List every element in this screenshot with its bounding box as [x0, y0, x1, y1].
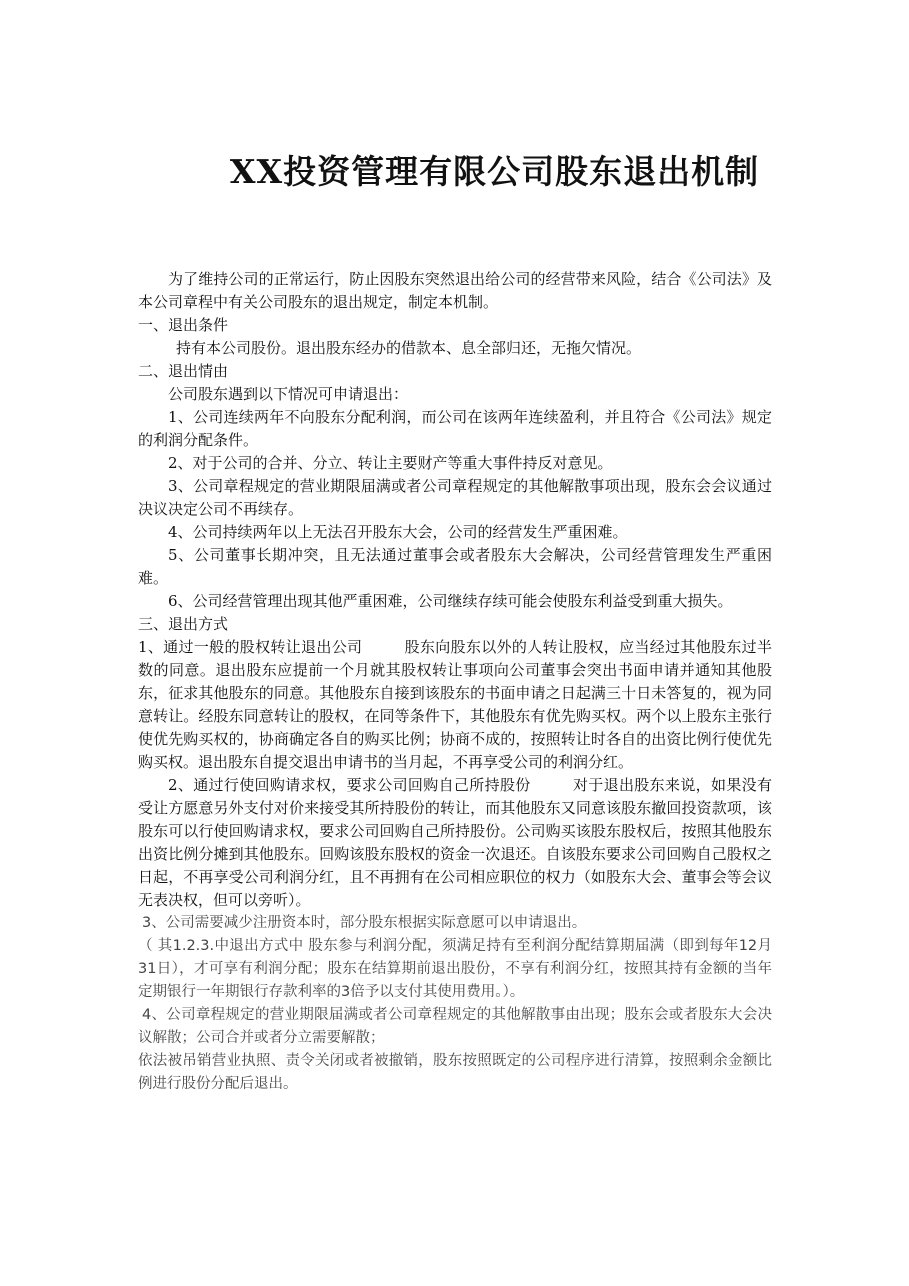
page-title: XX投资管理有限公司股东退出机制	[229, 152, 760, 191]
exit-reason-item: 6、公司经营管理出现其他严重困难，公司继续存续可能会使股东利益受到重大损失。	[168, 592, 733, 610]
exit-reason-item: 3、公司章程规定的营业期限届满或者公司章程规定的其他解散事项出现，股东会会议通过决议决定公司不再续存。	[138, 477, 772, 518]
section-heading-exit-methods: 三、退出方式	[138, 615, 229, 633]
exit-method-1-label: 1、通过一般的股权转让退出公司	[138, 638, 363, 656]
document-body	[138, 268, 772, 1096]
exit-reason-item: 4、公司持续两年以上无法召开股东大会，公司的经营发生严重困难。	[168, 523, 628, 541]
exit-method-1	[138, 636, 772, 774]
exit-conditions-text: 持有本公司股份。退出股东经办的借款本、息全部归还，无拖欠情况。	[176, 339, 642, 357]
exit-reason-item: 5、公司董事长期冲突，且无法通过董事会或者股东大会解决，公司经营管理发生严重困难。	[138, 546, 772, 587]
exit-method-4: 4、公司章程规定的营业期限届满或者公司章程规定的其他解散事由出现；股东会或者股东大会决议解散；公司合并或者分立需要解散；	[138, 1007, 772, 1046]
exit-method-3: 3、公司需要减少注册资本时，部分股东根据实际意愿可以申请退出。	[142, 915, 587, 931]
exit-reason-item: 1、公司连续两年不向股东分配利润，而公司在该两年连续盈利，并且符合《公司法》规定的利润分配条件。	[138, 408, 772, 449]
intro-paragraph: 为了维持公司的正常运行，防止因股东突然退出给公司的经营带来风险，结合《公司法》及本公司章程中有关公司股东的退出规定，制定本机制。	[138, 270, 772, 311]
exit-method-2	[138, 774, 772, 912]
section-heading-exit-conditions: 一、退出条件	[138, 316, 229, 334]
exit-method-5: 依法被吊销营业执照、责令关闭或者被撤销，股东按照既定的公司程序进行清算，按照剩余金额比例进行股份分配后退出。	[138, 1053, 772, 1092]
exit-method-2-label: 2、通过行使回购请求权，要求公司回购自己所持股份	[168, 776, 531, 794]
exit-reasons-lead: 公司股东遇到以下情况可申请退出：	[168, 385, 409, 403]
section-heading-exit-reasons: 二、退出情由	[138, 362, 229, 380]
exit-method-1-text: 股东向股东以外的人转让股权，应当经过其他股东过半数的同意。退出股东应提前一个月就其股权转让事项向公司董事会突出书面申请并通知其他股东，征求其他股东的同意。其他股东自接到该股东的书面申请之日起满三十日未答复的，视为同意转让。经股东同意转让的股权，在同等条件下，其他股东有优先购买权。两个以上股东主张行使优先购买权的，协商确定各自的购买比例；协商不成的，按照转让时各自的出资比例行使优先购买权。退出股东自提交退出申请书的当月起，不再享受公司的利润分红。	[138, 638, 773, 771]
exit-reason-item: 2、对于公司的合并、分立、转让主要财产等重大事件持反对意见。	[168, 454, 613, 472]
profit-distribution-note: （ 其1.2.3.中退出方式中 股东参与利润分配，须满足持有至利润分配结算期届满（即到每年12月31日），才可享有利润分配；股东在结算期前退出股份，不享有利润分红，按照其持有金额的当年定期银行一年期银行存款利率的3倍予以支付其使用费用。）。	[138, 938, 772, 1000]
exit-method-2-text: 对于退出股东来说，如果没有受让方愿意另外支付对价来接受其所持股份的转让，而其他股东又同意该股东撤回投资款项，该股东可以行使回购请求权，要求公司回购自己所持股份。公司购买该股东股权后，按照其他股东出资比例分摊到其他股东。回购该股东股权的资金一次退还。自该股东要求公司回购自己股权之日起，不再享受公司利润分红，且不再拥有在公司相应职位的权力（如股东大会、董事会等会议无表决权，但可以旁听）。	[138, 776, 772, 909]
